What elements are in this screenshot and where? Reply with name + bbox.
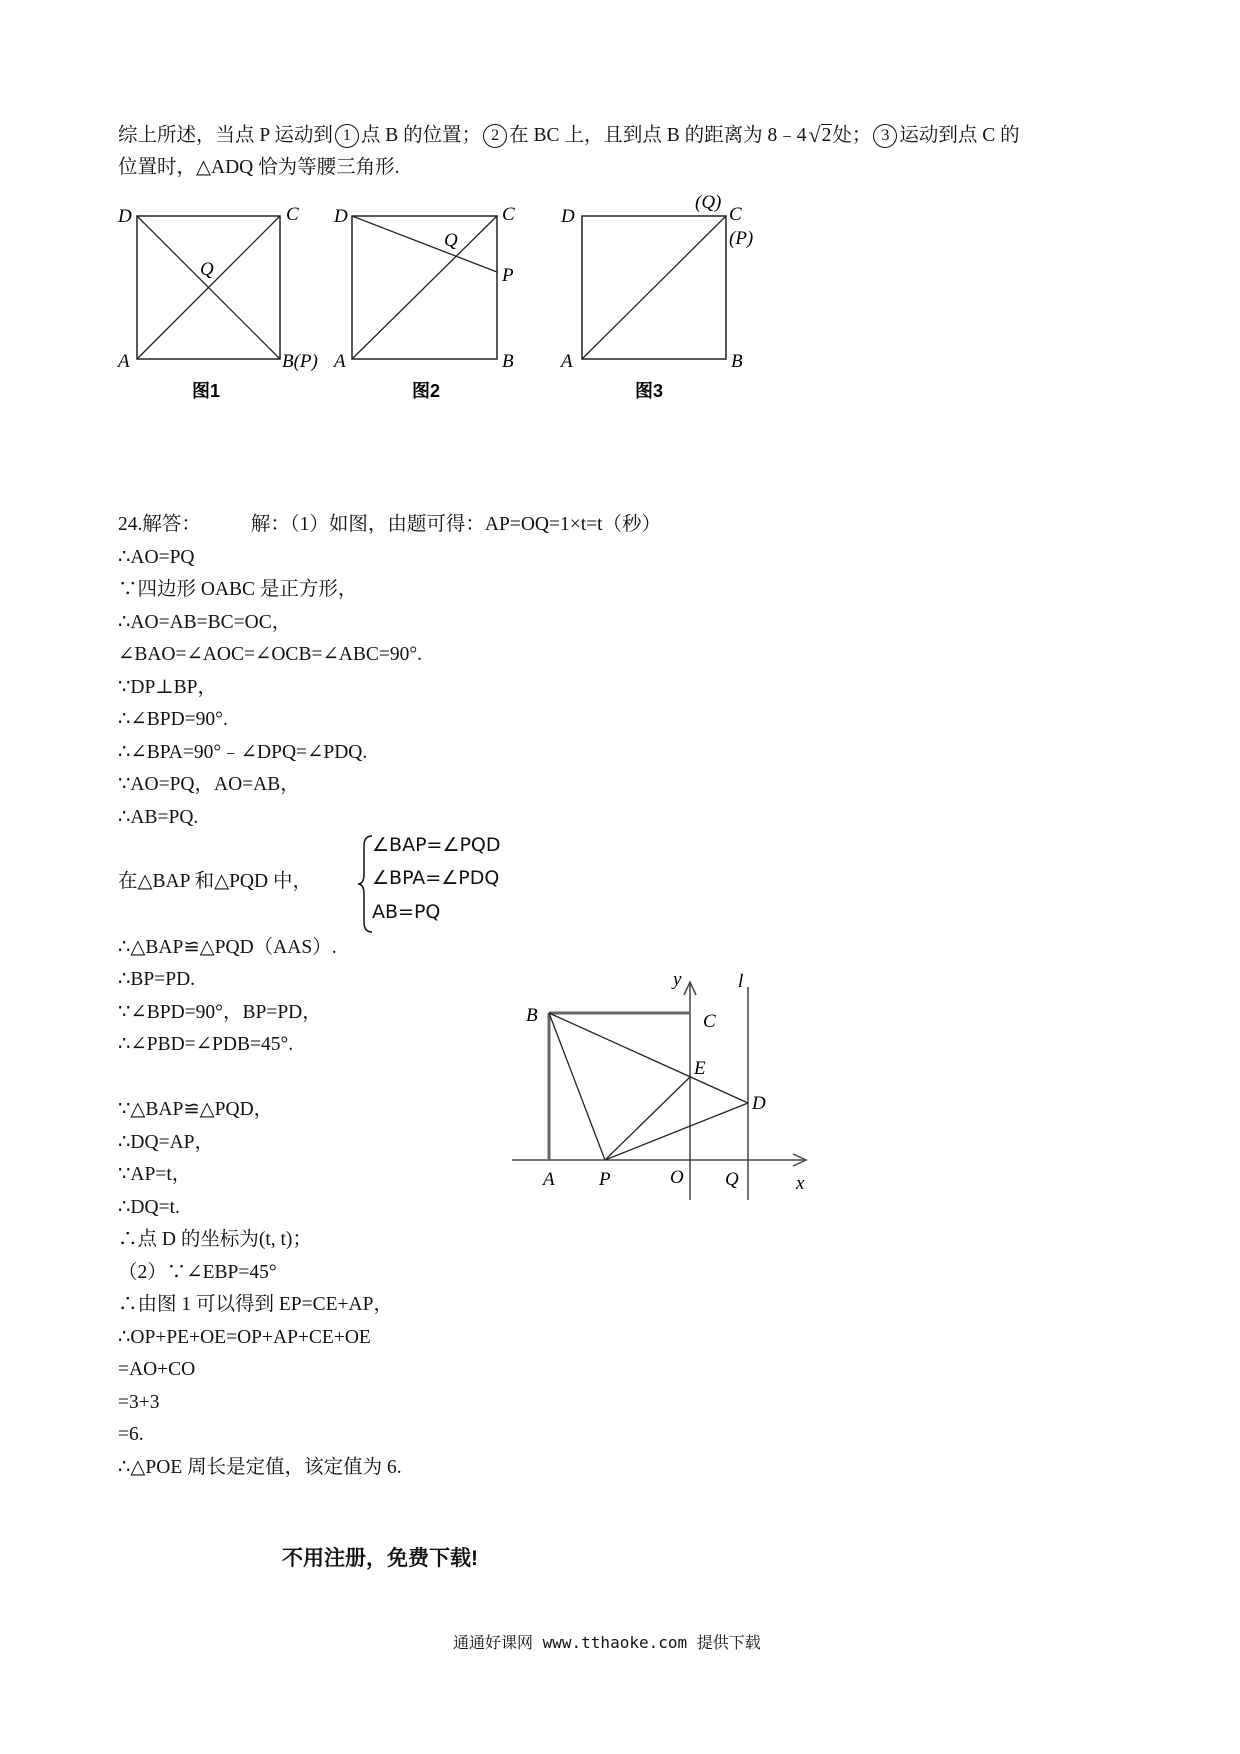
figure-1 (110, 200, 330, 415)
intro-text-e: 运动到点 C 的 (899, 125, 1020, 146)
fig3-label-q: (Q) (695, 192, 722, 213)
fig1-label-b: B(P) (282, 351, 318, 372)
system-eq-2: ∠BPA=∠PDQ (372, 867, 500, 889)
fig2-caption: 图2 (412, 381, 441, 401)
solution-line: ∵AO=PQ，AO=AB， (118, 774, 300, 795)
sqrt-value: 2 (821, 125, 832, 146)
label-b: B (526, 1005, 538, 1026)
fig1-label-a: A (118, 351, 130, 372)
label-d: D (752, 1093, 766, 1114)
solution-line: ∴△POE 周长是定值，该定值为 6. (118, 1457, 402, 1478)
figure-2 (332, 200, 552, 415)
solution-line: ∵四边形 OABC 是正方形， (118, 579, 358, 600)
solution-line: ∴AB=PQ. (118, 807, 199, 828)
intro-text-c: 在 BC 上，且到点 B 的距离为 8﹣4 (509, 125, 807, 146)
fig2-diagonal-ac (352, 216, 497, 359)
intro-text-d: 处； (832, 125, 872, 146)
system-prefix: 在△BAP 和△PQD 中， (118, 871, 312, 892)
intro-line-1 (118, 121, 1020, 149)
label-a: A (543, 1169, 555, 1190)
sqrt-expression: √2 (808, 122, 832, 147)
system-eq-3: AB=PQ (372, 901, 441, 923)
circled-number-1: 1 (335, 124, 359, 148)
circled-number-2: 2 (483, 124, 507, 148)
fig1-label-d: D (118, 206, 132, 227)
solution-line: ∴∠BPD=90°. (118, 709, 228, 730)
fig2-label-d: D (334, 206, 348, 227)
solution-line: ∴∠PBD=∠PDB=45°. (118, 1034, 294, 1055)
solution-line: ∵AP=t， (118, 1164, 192, 1185)
fig3-label-a: A (561, 351, 573, 372)
solution-line: （2）∵∠EBP=45° (118, 1262, 277, 1283)
label-y: y (673, 969, 682, 990)
solution-line: ∵∠BPD=90°，BP=PD， (118, 1002, 322, 1023)
fig1-caption: 图1 (192, 381, 221, 401)
solution-line: ∴点 D 的坐标为(t, t)； (118, 1229, 312, 1250)
figure-3 (555, 188, 795, 415)
fig3-diagonal-ac (582, 216, 726, 359)
fig3-label-d: D (561, 206, 575, 227)
solution-line: ∴由图 1 可以得到 EP=CE+AP， (118, 1294, 393, 1315)
fig2-label-b: B (502, 351, 514, 372)
solution-line: ∴AO=AB=BC=OC， (118, 612, 292, 633)
solution-line: =3+3 (118, 1392, 160, 1413)
page-footer: 通通好课网 www.tthaoke.com 提供下载 (453, 1633, 761, 1652)
fig2-label-c: C (502, 204, 515, 225)
solution-line: ∴△BAP≌△PQD（AAS）. (118, 937, 337, 958)
solution-line: ∴OP+PE+OE=OP+AP+CE+OE (118, 1327, 371, 1348)
fig2-label-q: Q (444, 230, 458, 251)
label-p: P (599, 1169, 611, 1190)
label-c: C (703, 1011, 716, 1032)
solution-line: ∵DP⊥BP， (118, 677, 218, 698)
segment-bd (549, 1013, 748, 1103)
solution-line: ∵△BAP≌△PQD， (118, 1099, 274, 1120)
segment-pd (605, 1103, 748, 1160)
solution-heading (118, 512, 661, 538)
figure-3-svg (555, 188, 795, 410)
solution-line: ∴DQ=AP， (118, 1132, 214, 1153)
solution-line: ∴BP=PD. (118, 969, 196, 990)
fig3-label-c: C (729, 204, 742, 225)
solution-line: =AO+CO (118, 1359, 196, 1380)
solution-line: ∴∠BPA=90°﹣∠DPQ=∠PDQ. (118, 742, 368, 763)
intro-line-2: 位置时，△ADQ 恰为等腰三角形. (118, 157, 400, 178)
fig2-label-a: A (334, 351, 346, 372)
solution-line: ∴AO=PQ (118, 547, 195, 568)
fig2-segment-dp (352, 216, 497, 272)
fig3-label-p: (P) (729, 228, 754, 249)
figure-1-svg (110, 200, 330, 410)
fig1-label-q: Q (200, 259, 214, 280)
fig1-label-c: C (286, 204, 299, 225)
fig3-label-b: B (731, 351, 743, 372)
system-eq-1: ∠BAP=∠PQD (372, 834, 501, 856)
label-q: Q (725, 1169, 739, 1190)
intro-text-b: 点 B 的位置； (360, 125, 482, 146)
promo-text: 不用注册，免费下载! (282, 1547, 478, 1570)
segment-pe (605, 1077, 690, 1160)
fig3-caption: 图3 (635, 381, 664, 401)
solution-line: =6. (118, 1424, 144, 1445)
solution-line: ∠BAO=∠AOC=∠OCB=∠ABC=90°. (118, 644, 423, 665)
solution-number: 24.解答： (118, 514, 201, 535)
label-l: l (738, 971, 744, 992)
fig2-label-p: P (502, 265, 514, 286)
solution-intro: 解：（1）如图，由题可得：AP=OQ=1×t=t（秒） (250, 514, 662, 535)
label-e: E (694, 1058, 706, 1079)
intro-text-a: 综上所述，当点 P 运动到 (118, 125, 333, 146)
label-o: O (670, 1167, 684, 1188)
figure-2-svg (332, 200, 552, 410)
circled-number-3: 3 (873, 124, 897, 148)
solution-line: ∴DQ=t. (118, 1197, 180, 1218)
coordinate-figure (510, 965, 820, 1220)
coordinate-figure-svg (510, 965, 820, 1215)
label-x: x (796, 1173, 805, 1194)
